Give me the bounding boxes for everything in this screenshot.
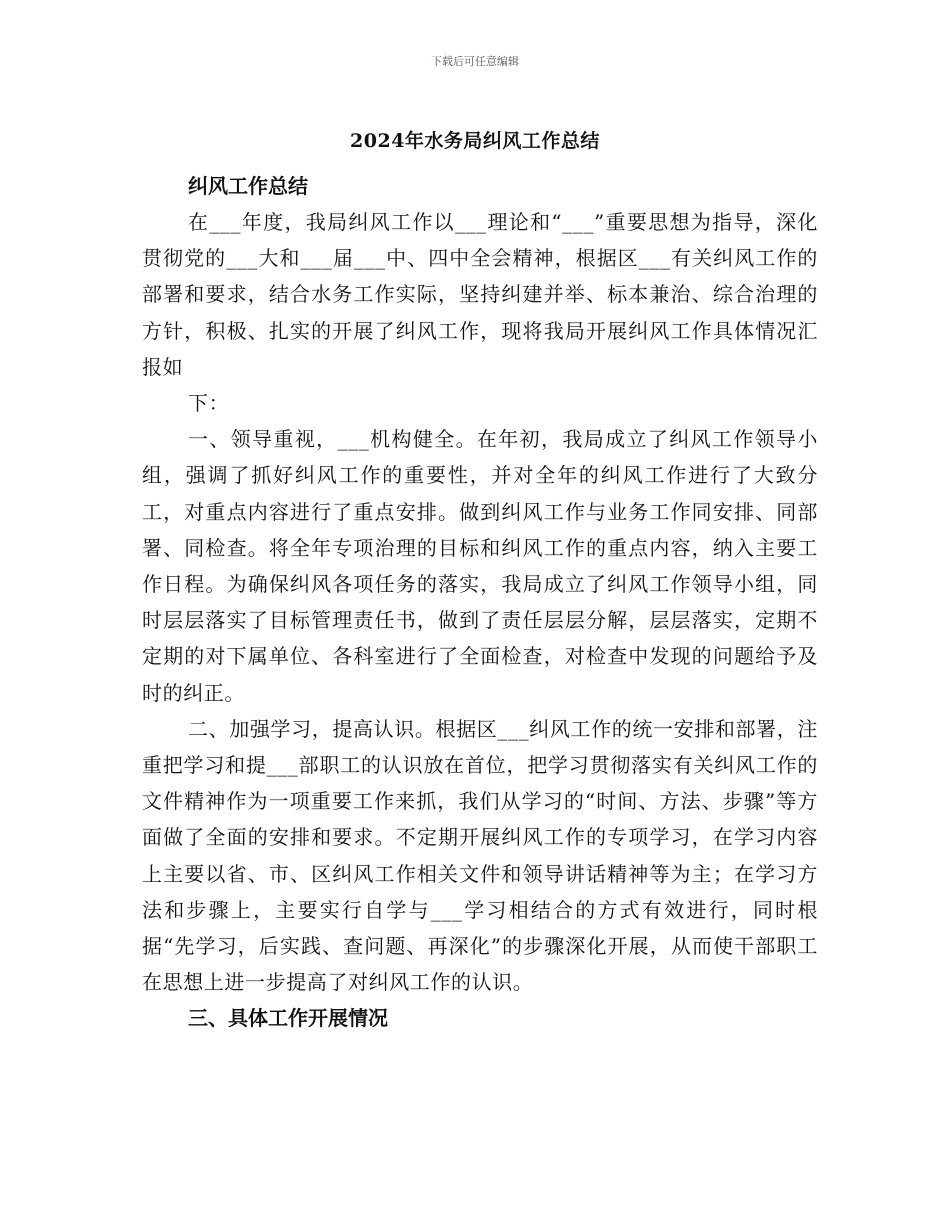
page-header: 下载后可任意编辑 [431, 55, 519, 68]
paragraph-leadership: 一、领导重视，___机构健全。在年初，我局成立了纠风工作领导小组，强调了抓好纠风工作的重要性，并对全年的纠风工作进行了大致分工，对重点内容进行了重点安排。做到纠风工作与业务工作同安排、同部署、同检查。将全年专项治理的目标和纠风工作的重点内容，纳入主要工作日程。为确保纠风各项任务的落实，我局成立了纠风工作领导小组，同时层层落实了目标管理责任书，做到了责任层层分解，层层落实，定期不定期的对下属单位、各科室进行了全面检查，对检查中发现的问题给予及时的纠正。 [142, 427, 818, 705]
document-body [142, 168, 818, 1036]
paragraph-study: 二、加强学习，提高认识。根据区___纠风工作的统一安排和部署，注重把学习和提___部职工的认识放在首位，把学习贯彻落实有关纠风工作的文件精神作为一项重要工作来抓，我们从学习的“时间、方法、步骤”等方面做了全面的安排和要求。不定期开展纠风工作的专项学习，在学习内容上主要以省、市、区纠风工作相关文件和领导讲话精神等为主；在学习方法和步骤上，主要实行自学与___学习相结合的方式有效进行，同时根据“先学习，后实践、查问题、再深化”的步骤深化开展，从而使干部职工在思想上进一步提高了对纠风工作的认识。 [142, 716, 818, 995]
section-heading-3: 三、具体工作开展情况 [188, 1006, 388, 1031]
document-title: 2024年水务局纠风工作总结 [350, 130, 600, 152]
paragraph-continuation: 下： [188, 391, 230, 416]
paragraph-intro: 在___年度，我局纠风工作以___理论和“___”重要思想为指导，深化贯彻党的___大和___届___中、四中全会精神，根据区___有关纠风工作的部署和要求，结合水务工作实际，坚持纠建并举、标本兼治、综合治理的方针，积极、扎实的开展了纠风工作，现将我局开展纠风工作具体情况汇报如 [142, 210, 818, 379]
section-heading: 纠风工作总结 [188, 174, 308, 198]
